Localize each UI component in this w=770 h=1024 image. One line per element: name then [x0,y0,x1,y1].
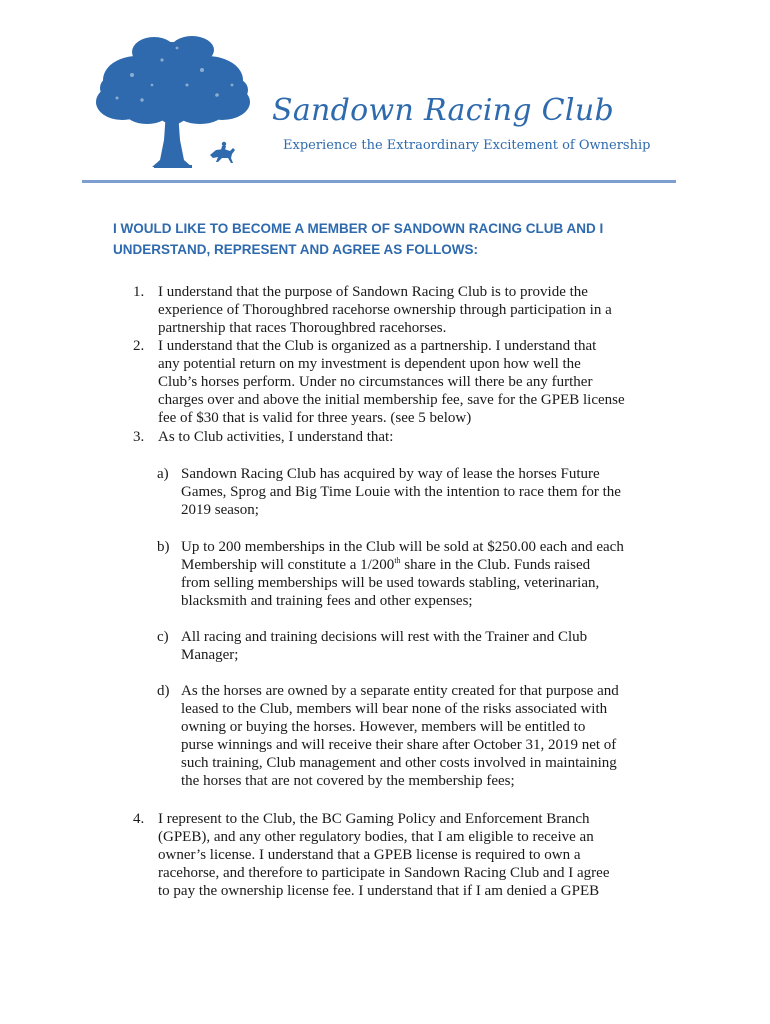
item-line: I represent to the Club, the BC Gaming Policy and Enforcement Branch [158,811,590,827]
item-line: Club’s horses perform. Under no circumstances will there be any further [158,374,593,391]
item-line: racehorse, and therefore to participate in Sandown Racing Club and I agree [158,865,610,882]
item-line: such training, Club management and other costs involved in maintaining [181,755,617,772]
item-line: owner’s license. I understand that a GPEB license is required to own a [158,847,581,864]
item-line: from selling memberships will be used towards stabling, veterinarian, [181,575,600,592]
item-number: 4. [133,811,145,827]
item-line: As the horses are owned by a separate entity created for that purpose and [181,683,619,699]
sub-item-letter: b) [157,539,170,555]
item-number: 2. [133,338,145,354]
item-line: Sandown Racing Club has acquired by way of lease the horses Future [181,466,600,482]
item-line: charges over and above the initial membership fee, save for the GPEB license [158,392,625,409]
item-line: (GPEB), and any other regulatory bodies, that I am eligible to receive an [158,829,594,846]
item-line: to pay the ownership license fee. I understand that if I am denied a GPEB [158,883,600,900]
item-line: the horses that are not covered by the membership fees; [181,773,515,790]
item-line: purse winnings and will receive their share after October 31, 2019 net of [181,737,617,754]
oak-tree-logo [92,30,252,175]
item-line: owning or buying the horses. However, members will be entitled to [181,719,586,736]
item-line: blacksmith and training fees and other expenses; [181,593,473,610]
item-number: 1. [133,284,145,300]
heading-line: UNDERSTAND, REPRESENT AND AGREE AS FOLLOWS: [113,242,479,257]
sub-item-letter: d) [157,683,170,699]
item-line: Membership will constitute a 1/200th share in the Club. Funds raised [181,556,591,574]
item-line: All racing and training decisions will rest with the Trainer and Club [181,629,588,645]
item-line: I understand that the Club is organized as a partnership. I understand that [158,338,597,354]
header-divider [82,180,676,183]
item-line: As to Club activities, I understand that: [158,429,394,445]
item-line: Up to 200 memberships in the Club will be sold at $250.00 each and each [181,539,624,555]
item-line: fee of $30 that is valid for three years. (see 5 below) [158,410,472,427]
club-name: Sandown Racing Club [272,93,614,128]
item-line: experience of Thoroughbred racehorse ownership through participation in a [158,302,612,319]
tagline: Experience the Extraordinary Excitement of Ownership [283,138,651,153]
membership-heading [113,218,658,260]
item-line: partnership that races Thoroughbred racehorses. [158,320,447,337]
sub-item-letter: a) [157,466,169,482]
sub-item-letter: c) [157,629,169,645]
item-line: I understand that the purpose of Sandown Racing Club is to provide the [158,284,588,300]
item-line: Games, Sprog and Big Time Louie with the intention to race them for the [181,484,621,501]
item-line: any potential return on my investment is dependent upon how well the [158,356,581,373]
heading-line: I WOULD LIKE TO BECOME A MEMBER OF SANDOWN RACING CLUB AND I [113,221,604,236]
item-line: leased to the Club, members will bear none of the risks associated with [181,701,608,718]
item-number: 3. [133,429,145,445]
item-line: Manager; [181,647,239,664]
item-line: 2019 season; [181,502,259,519]
ordinal-superscript: th [394,556,401,566]
